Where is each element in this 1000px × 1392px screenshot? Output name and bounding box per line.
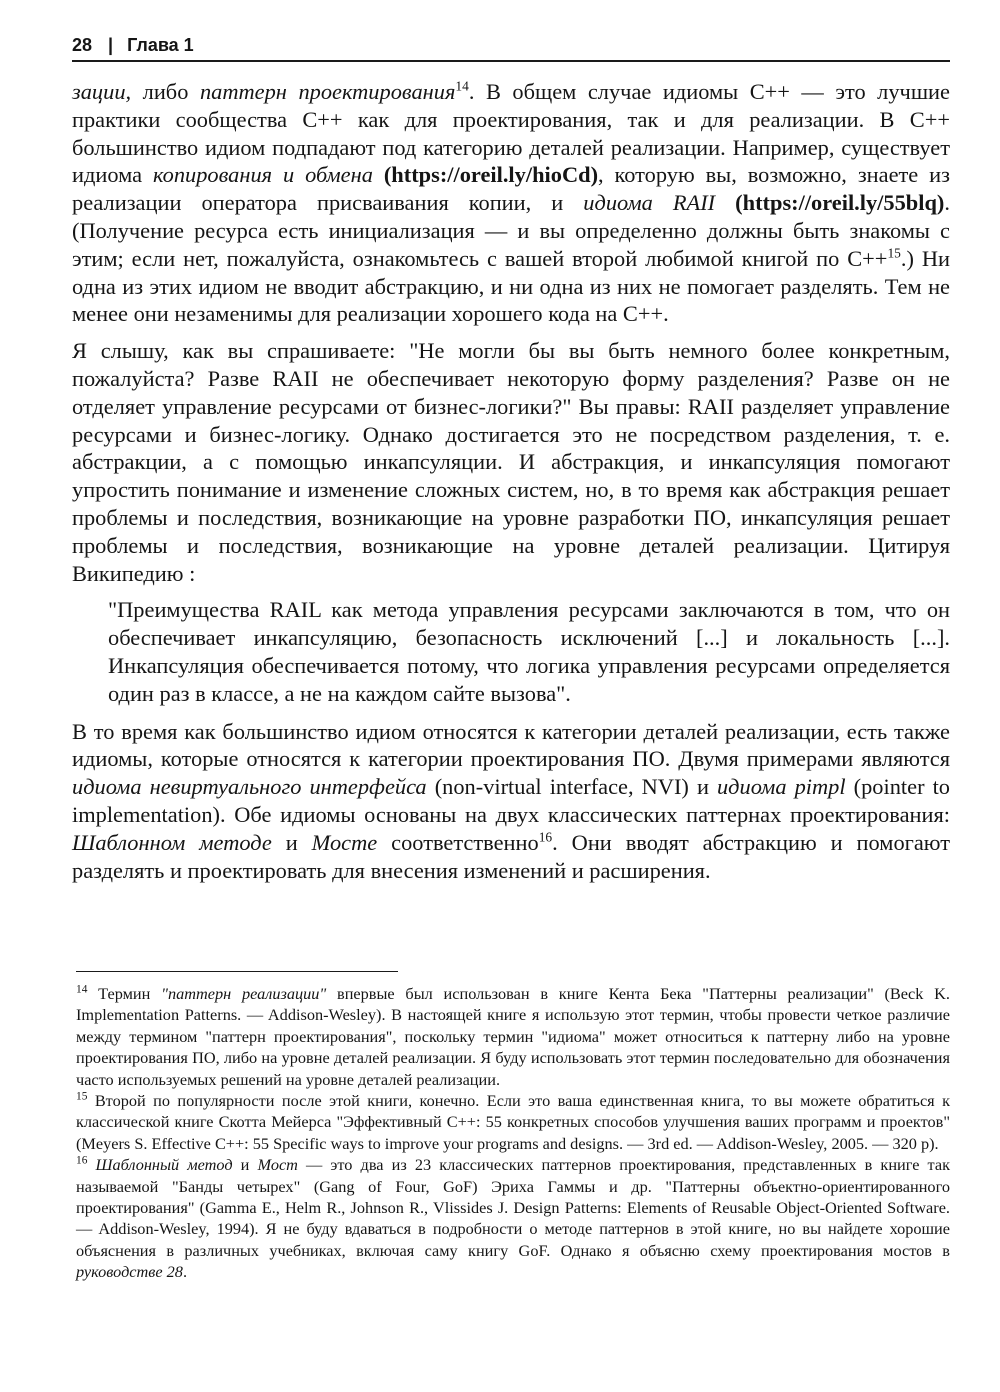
running-header	[72, 34, 950, 62]
link-hioCd[interactable]: (https://oreil.ly/hioCd)	[383, 162, 599, 188]
para3-text-3: (non-virtual interface, NVI) и	[426, 774, 717, 800]
para3-text-2: идиома невиртуального интерфейса	[72, 774, 427, 800]
footnote-16-text-a	[87, 1155, 95, 1174]
footnote-16-text-g: .	[182, 1262, 188, 1282]
paragraph-raii-question: Я слышу, как вы спрашиваете: "Не могли бы вы быть немного более конкретным, пожалуйста? Разве RAII не обеспечивает некоторую форму разделения? Разве он не отделяет управление ресурсами от бизнес-логики?" Вы правы: RAII разделяет управление ресурсами и бизнес-логику. Однако достигается это не посредством разделения, т. е. абстракции, а с помощью инкапсуляции. И абстракция, и инкапсуляция помогают упростить понимание и изменение сложных систем, но, в то время как абстракция решает проблемы и последствия, возникающие на уровне разработки ПО, инкапсуляция решает проблемы и последствия, возникающие на уровне деталей реализации. Цитируя Википедию :	[72, 338, 950, 586]
footnote-15-number: 15	[76, 1090, 88, 1103]
para3-text-5: (pointer to implementation). Обе идиомы основаны на двух классических паттернах проектирования:	[72, 774, 950, 827]
para1-text-6	[373, 162, 384, 187]
header-separator: |	[108, 35, 114, 55]
wikipedia-quote: "Преимущества RAIL как метода управления ресурсами заключаются в том, что он обеспечивает инкапсуляцию, безопасность исключений [...] и локальность [...]. Инкапсуляция обеспечивается потому, что логика управления ресурсами определяется один раз в классе, а не на каждом сайте вызова".	[108, 597, 950, 706]
footnote-16-number: 16	[76, 1154, 88, 1167]
para1-text-3: паттерн проектирования	[199, 79, 456, 104]
footnotes	[76, 983, 950, 1283]
footnote-14-number: 14	[76, 983, 88, 996]
footnote-14-text-a: Термин	[87, 984, 162, 1003]
para1-text-5: копирования и обмена	[153, 162, 373, 188]
footnote-ref-16[interactable]: 16	[538, 829, 553, 845]
para1-text-9	[715, 190, 735, 215]
main-text	[72, 78, 950, 893]
footnote-divider	[76, 971, 398, 972]
footnote-16	[76, 1154, 950, 1282]
footnote-16-text-e: — это два из 23 классических паттернов проектирования, представленных в книге так называемой "Банды четырех" (Gang of Four, GoF) Эриха Гаммы и др. "Паттерны объектно-ориентированного проектирования" (Gamma E., Helm R., Johnson R., Vlissides J. Design Patterns: Elements of Reusable Object-Oriented Software. — Addison-Wesley, 1994). Я не буду вдаваться в подробности о методе паттернов в этой книге, но вы найдете хорошие объяснения в различных учебниках, включая саму книгу GoF. Однако я объясню схему проектирования мостов в	[76, 1155, 950, 1260]
para3-text-4: идиома pimpl	[716, 774, 846, 800]
footnote-16-text-c: и	[232, 1155, 258, 1175]
link-55blq[interactable]: (https://oreil.ly/55blq)	[735, 190, 945, 216]
para3-text-10: . Они вводят абстракцию и помогают разделять и проектировать для внесения изменений и расширения.	[72, 829, 950, 883]
footnote-14	[76, 983, 950, 1090]
para1-text-10: . (Получение ресурса есть инициализация — и вы определенно должны быть знакомы с этим; если нет, пожалуйста, ознакомьтесь с вашей второй любимой книгой по C++	[72, 190, 950, 271]
footnote-15-text: Второй по популярности после этой книги, конечно. Если это ваша единственная книга, то вы можете обратиться к классической книге Скотта Мейерса "Эффективный C++: 55 конкретных способов улучшения ваших программ и проектов" (Meyers S. Effective C++: 55 Specific ways to improve your programs and designs. — 3rd ed. — Addison-Wesley, 2005. — 320 p).	[76, 1091, 950, 1153]
footnote-15	[76, 1090, 950, 1154]
footnote-ref-15[interactable]: 15	[887, 245, 901, 261]
para3-text-8: Мосте	[311, 829, 378, 855]
para3-text-1: В то время как большинство идиом относятся к категории деталей реализации, есть также идиомы, которые относятся к категории проектирования ПО. Двумя примерами являются	[72, 718, 950, 772]
para3-text-9: соответственно	[377, 829, 539, 855]
paragraph-design-idioms	[72, 718, 950, 885]
paragraph-idioms-intro	[72, 78, 950, 328]
footnote-14-text-b: "паттерн реализации"	[161, 984, 327, 1003]
para1-text-7: , которую вы, возможно, знаете из реализации оператора присваивания копии, и	[72, 162, 950, 216]
footnote-16-text-f: руководстве 28	[76, 1262, 183, 1282]
chapter-title: Глава 1	[127, 35, 194, 55]
para1-text-4: . В общем случае идиомы C++ — это лучшие практики сообщества C++ как для проектирования, так и для реализации. В C++ большинство идиом подпадают под категорию деталей реализации. Например, существует идиома	[72, 79, 950, 188]
footnote-16-text-d: Мост	[257, 1155, 298, 1175]
footnote-16-text-b: Шаблонный метод	[95, 1155, 233, 1175]
para3-text-7: и	[271, 829, 312, 855]
footnote-ref-14[interactable]: 14	[455, 78, 469, 94]
page-number: 28	[72, 35, 93, 55]
footnote-14-text-c: впервые был использован в книге Кента Бека "Паттерны реализации" (Beck K. Implementation Patterns. — Addison-Wesley). В настоящей книге я использую этот термин, чтобы провести четкое различие между термином "паттерн проектирования", поскольку термин "идиома" может относиться к паттерну либо на уровне проектирования ПО, либо на уровне деталей реализации. Я буду использовать этот термин последовательно для обозначения часто используемых решений на уровне деталей реализации.	[76, 984, 950, 1089]
para1-text-11: .) Ни одна из этих идиом не вводит абстракцию, и ни одна из них не помогает разделять. Тем не менее они незаменимы для реализации хорошего кода на C++.	[72, 245, 950, 327]
para1-text-1: зации,	[72, 79, 132, 104]
para3-text-6: Шаблонном методе	[72, 829, 272, 855]
para1-text-2: либо	[131, 79, 200, 104]
para1-text-8: идиома RAII	[583, 190, 716, 216]
